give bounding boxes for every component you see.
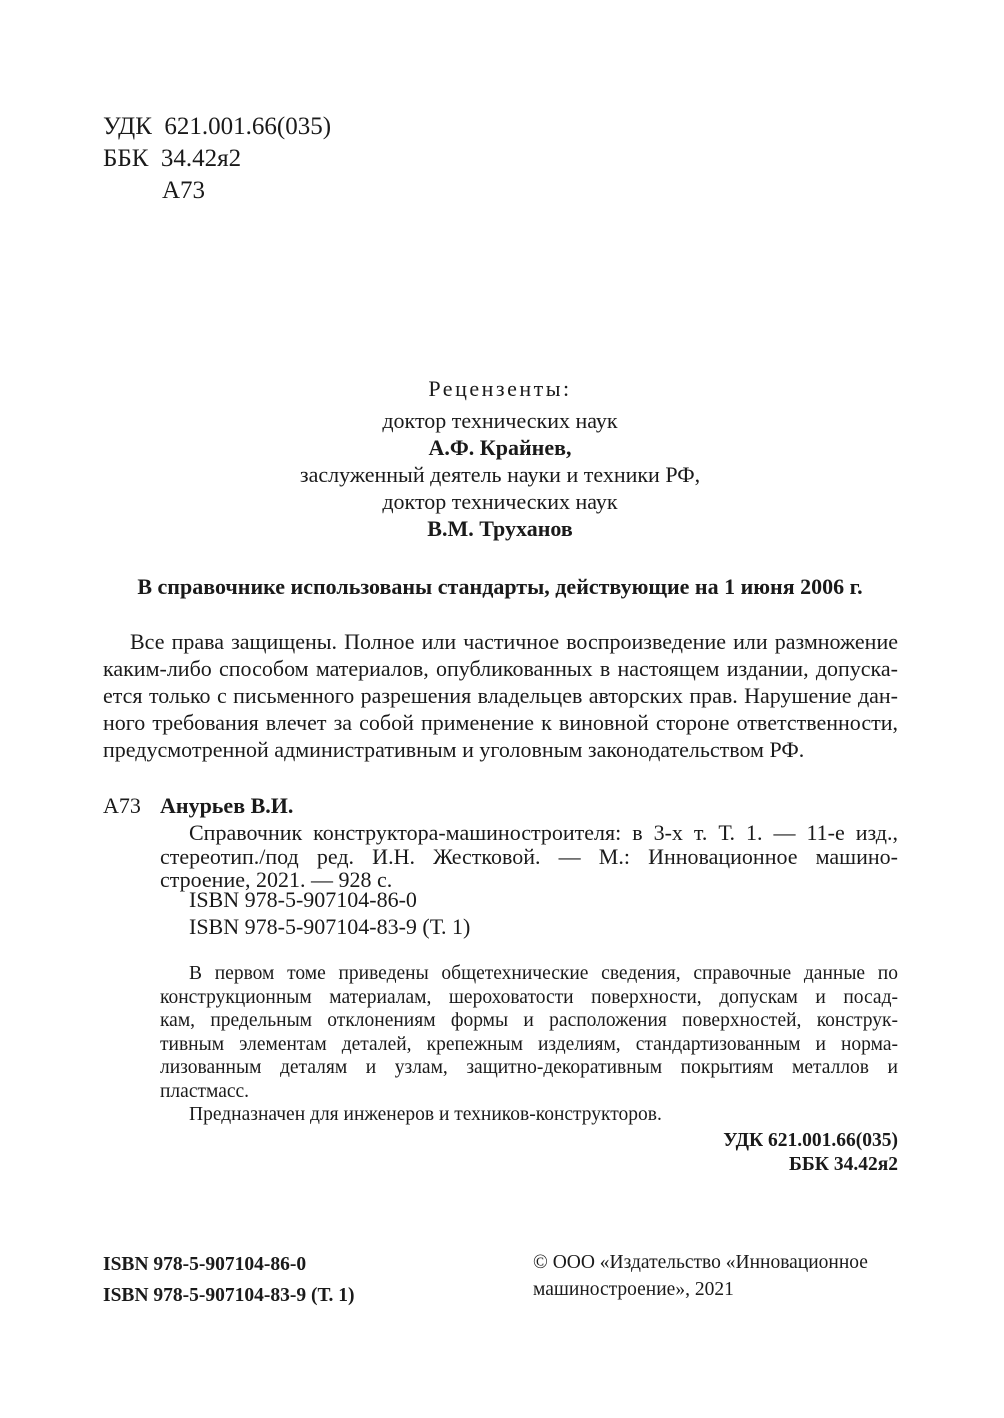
- catalog-title-line: строение, 2021. — 928 с.: [160, 867, 393, 892]
- copyright-line: машиностроение», 2021: [533, 1279, 734, 1300]
- rights-line: ного требования влечет за собой применение к виновной стороне ответственности,: [103, 710, 898, 735]
- abstract-paragraph: [160, 962, 898, 1127]
- footer-bbk: ББК 34.42я2: [789, 1153, 898, 1175]
- catalog-author: Анурьев В.И.: [160, 793, 294, 818]
- udk-value: 621.001.66(035): [164, 113, 332, 140]
- reviewer-name-1: А.Ф. Крайнев,: [428, 435, 572, 460]
- catalog-title-line: Справочник конструктора-машиностроителя: в 3-х т. Т. 1. — 11-е изд.,: [189, 820, 898, 845]
- classification-block: [103, 111, 331, 207]
- classification-footer: [723, 1129, 898, 1176]
- abstract-audience: Предназначен для инженеров и техников-конструкторов.: [189, 1104, 662, 1125]
- abstract-line: В первом томе приведены общетехнические сведения, справочные данные по: [189, 963, 898, 984]
- bbk-value: 34.42я2: [160, 145, 242, 172]
- udk-label: УДК: [103, 113, 152, 140]
- reviewer-degree-1: доктор технических наук: [382, 408, 618, 433]
- reviewer-degree-2: доктор технических наук: [382, 489, 618, 514]
- reviewers-block: [250, 375, 750, 542]
- catalog-title: [160, 821, 898, 892]
- reviewer-title-2: заслуженный деятель науки и техники РФ,: [299, 462, 701, 487]
- rights-line: предусмотренной административным и уголовным законодательством РФ.: [103, 737, 805, 762]
- udk-line: [103, 111, 331, 143]
- abstract-line: кам, предельным отклонениям формы и расположения поверхностей, конструк-: [160, 1010, 898, 1031]
- abstract-line: лизованным деталям и узлам, защитно-декоративным покрытиям металлов и: [160, 1057, 898, 1078]
- bottom-isbn-1: ISBN 978-5-907104-86-0: [103, 1254, 307, 1275]
- footer-udk: УДК 621.001.66(035): [723, 1130, 898, 1151]
- standards-note: В справочнике использованы стандарты, действующие на 1 июня 2006 г.: [137, 574, 863, 599]
- reviewer-name-2: В.М. Труханов: [427, 516, 573, 541]
- copyright-block: [533, 1249, 868, 1303]
- rights-line: ется только с письменного разрешения владельцев авторских прав. Нарушение дан-: [103, 683, 898, 708]
- catalog-mark: А73: [103, 793, 141, 818]
- rights-paragraph: [103, 628, 898, 763]
- author-mark: А73: [162, 177, 206, 204]
- bbk-line: [103, 143, 331, 175]
- abstract-line: пластмасс.: [160, 1080, 250, 1102]
- bbk-label: ББК: [103, 145, 149, 172]
- rights-line: Все права защищены. Полное или частичное воспроизведение или размножение: [130, 629, 898, 654]
- rights-line: каким-либо способом материалов, опубликованных в настоящем издании, допуска-: [103, 656, 898, 681]
- catalog-isbn-2: ISBN 978-5-907104-83-9 (Т. 1): [189, 914, 471, 939]
- catalog-isbn-1: ISBN 978-5-907104-86-0: [189, 887, 417, 912]
- reviewers-heading: Рецензенты:: [428, 376, 572, 401]
- bottom-isbn-block: [103, 1249, 355, 1311]
- abstract-line: конструкционным материалам, шероховатости поверхности, допускам и посад-: [160, 986, 898, 1008]
- abstract-line: тивным элементам деталей, крепежным изделиям, стандартизованным и норма-: [160, 1033, 898, 1055]
- bottom-isbn-2: ISBN 978-5-907104-83-9 (Т. 1): [103, 1285, 355, 1306]
- copyright-line: © ООО «Издательство «Инновационное: [533, 1252, 868, 1273]
- catalog-title-line: стереотип./под ред. И.Н. Жестковой. — М.: Инновационное машино-: [160, 843, 898, 869]
